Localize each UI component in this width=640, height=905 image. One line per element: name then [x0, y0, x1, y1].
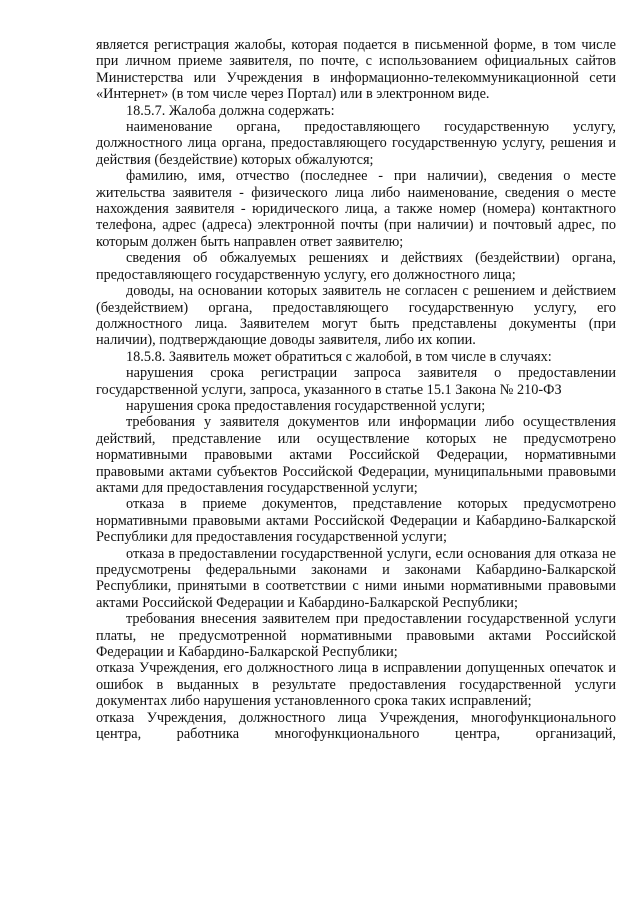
- paragraph-18-5-8-heading: 18.5.8. Заявитель может обратиться с жалобой, в том числе в случаях:: [126, 348, 552, 365]
- paragraph-18-5-7-heading: 18.5.7. Жалоба должна содержать:: [126, 102, 335, 119]
- paragraph-registration-violation: нарушения срока регистрации запроса заявителя о предоставлении государственной услуги, запроса, указанного в статье 15.1 Закона № 210-ФЗ: [96, 365, 616, 398]
- document-page: [96, 37, 616, 742]
- paragraph-fee-demand: требования внесения заявителем при предоставлении государственной услуги платы, не предусмотренной нормативными правовыми актами Российской Федерации и Кабардино-Балкарской Республики;: [96, 611, 616, 661]
- paragraph-arguments: доводы, на основании которых заявитель не согласен с решением и действием (бездействием) органа, предоставляющего государственную услугу, его должностного лица. Заявителем могут быть представлены документы (при наличии), подтверждающие доводы заявителя, либо их копии.: [96, 283, 616, 349]
- paragraph-appealed-decisions: сведения об обжалуемых решениях и действиях (бездействии) органа, предоставляющего государственную услугу, его должностного лица;: [96, 250, 616, 283]
- paragraph-organ-name: наименование органа, предоставляющего государственную услугу, должностного лица органа, предоставляющего государственную услугу, решения и действия (бездействие) которых обжалуются;: [96, 119, 616, 168]
- paragraph-document-refusal: отказа в приеме документов, представление которых предусмотрено нормативными правовыми актами Российской Федерации и Кабардино-Балкарской Республики для предоставления государственной услуги;: [96, 496, 616, 546]
- paragraph-registration: является регистрация жалобы, которая подается в письменной форме, в том числе при личном приеме заявителя, по почте, с использованием официальных сайтов Министерства или Учреждения в информационно-телекоммуникационной сети «Интернет» (в том числе через Портал) или в электронном виде.: [96, 37, 616, 103]
- paragraph-term-violation: нарушения срока предоставления государственной услуги;: [126, 397, 486, 414]
- paragraph-document-demand: требования у заявителя документов или информации либо осуществления действий, представление или осуществление которых не предусмотрено нормативными правовыми актами Российской Федерации, нормативными правовыми актами субъектов Российской Федерации, муниципальными правовыми актами для предоставления государственной услуги;: [96, 414, 616, 496]
- paragraph-service-refusal: отказа в предоставлении государственной услуги, если основания для отказа не предусмотрены федеральными законами и законами Кабардино-Балкарской Республики, принятыми в соответствии с ними иными нормативными правовыми актами Российской Федерации и Кабардино-Балкарской Республики;: [96, 545, 616, 611]
- paragraph-correction-refusal: отказа Учреждения, его должностного лица в исправлении допущенных опечаток и ошибок в выданных в результате предоставления государственной услуги документах либо нарушения установленного срока таких исправлений;: [96, 660, 616, 710]
- paragraph-applicant-details: фамилию, имя, отчество (последнее - при наличии), сведения о месте жительства заявителя - физического лица либо наименование, сведения о месте нахождения заявителя - юридического лица, а также номер (номера) контактного телефона, адрес (адреса) электронной почты (при наличии) и почтовый адрес, по которым должен быть направлен ответ заявителю;: [96, 168, 616, 250]
- paragraph-last-line: отказа Учреждения, должностного лица Учреждения, многофункционального центра, работника многофункционального центра, организаций,: [96, 709, 616, 743]
